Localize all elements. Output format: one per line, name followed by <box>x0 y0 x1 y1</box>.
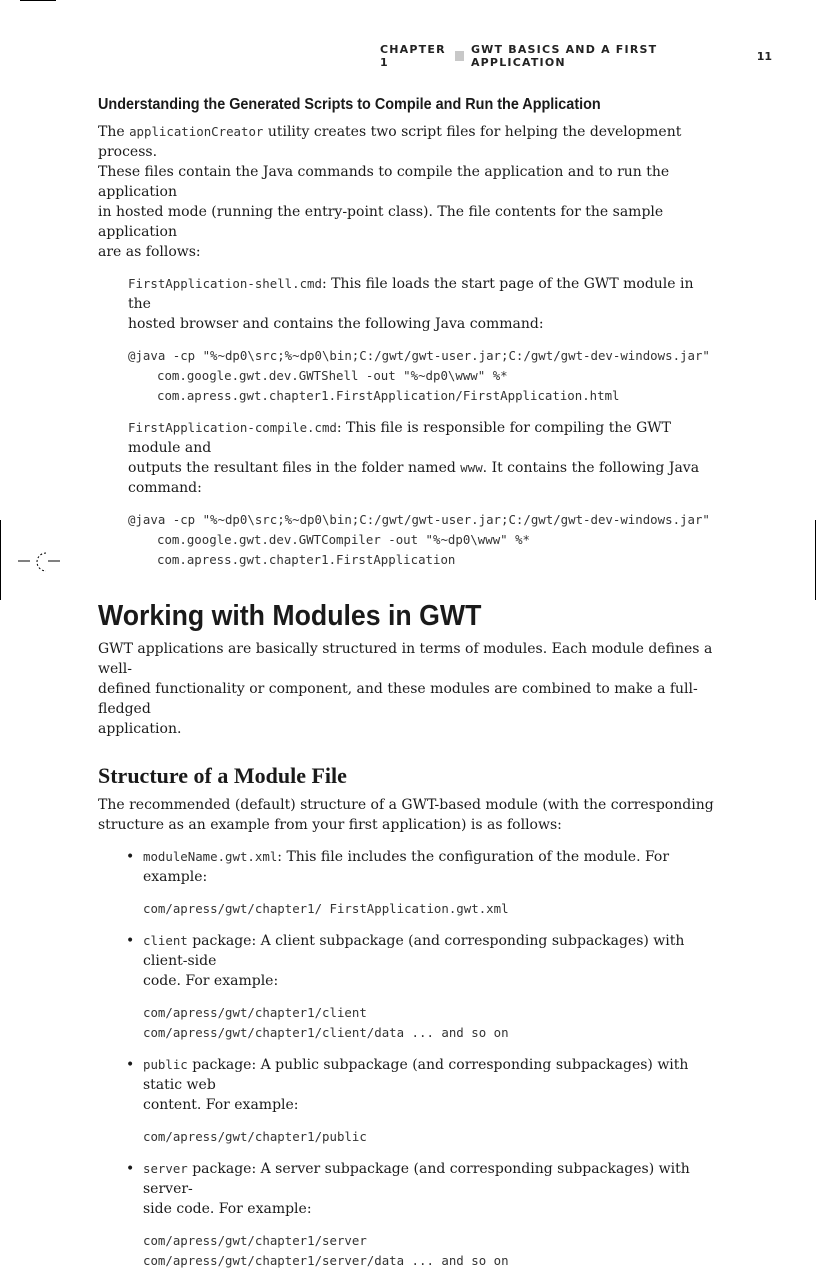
shell-code-block <box>128 346 718 406</box>
chapter-title: GWT BASICS AND A FIRST APPLICATION <box>470 43 658 69</box>
list-item: • client package: A client subpackage (and corresponding subpackages) with client-side code. For example: <box>98 931 718 991</box>
code-line: com/apress/gwt/chapter1/public <box>143 1129 367 1144</box>
inline-code: moduleName.gwt.xml <box>143 849 278 864</box>
inline-code: www <box>460 460 483 475</box>
inline-code: FirstApplication-compile.cmd <box>128 420 337 435</box>
list-item: • moduleName.gwt.xml: This file includes the configuration of the module. For example: <box>98 847 718 887</box>
code-line: com.google.gwt.dev.GWTShell -out "%~dp0\www" %* <box>157 368 508 383</box>
code-line: com/apress/gwt/chapter1/server/data ... and so on <box>143 1253 509 1268</box>
list-item: • public package: A public subpackage (and corresponding subpackages) with static web content. For example: <box>98 1055 718 1115</box>
list-item: • server package: A server subpackage (and corresponding subpackages) with server- side code. For example: <box>98 1159 718 1219</box>
square-separator-icon <box>455 51 464 61</box>
crop-mark-left <box>0 520 1 600</box>
section-heading-modules: Working with Modules in GWT <box>98 600 482 632</box>
page-body <box>98 96 718 1271</box>
code-line: com/apress/gwt/chapter1/client/data ... and so on <box>143 1025 509 1040</box>
example-code-block <box>143 1003 718 1043</box>
running-header <box>380 43 772 69</box>
code-line: com.google.gwt.dev.GWTCompiler -out "%~dp0\www" %* <box>157 532 530 547</box>
page-number: 11 <box>756 49 772 63</box>
code-line: @java -cp "%~dp0\src;%~dp0\bin;C:/gwt/gwt-user.jar;C:/gwt/gwt-dev-windows.jar" <box>128 348 710 363</box>
example-code-block <box>143 1231 718 1271</box>
inline-code: public <box>143 1057 188 1072</box>
chapter-label: CHAPTER 1 <box>380 43 446 69</box>
modules-paragraph: GWT applications are basically structured in terms of modules. Each module defines a well- defined functionality or component, and these modules are combined to make a full-fledged application. <box>98 641 713 737</box>
code-line: com.apress.gwt.chapter1.FirstApplication <box>157 552 456 567</box>
crop-mark-top <box>20 0 56 1</box>
inline-code: client <box>143 933 188 948</box>
section-heading-structure: Structure of a Module File <box>98 763 347 788</box>
compile-cmd-description: FirstApplication-compile.cmd: This file is responsible for compiling the GWT module and outputs the resultant files in the folder named www. It contains the following Java command: <box>128 420 700 496</box>
inline-code: FirstApplication-shell.cmd <box>128 276 322 291</box>
inline-code: applicationCreator <box>129 124 264 139</box>
code-line: com/apress/gwt/chapter1/ FirstApplication.gwt.xml <box>143 901 509 916</box>
example-code-block <box>143 1127 718 1147</box>
scripts-intro-paragraph: The applicationCreator utility creates two script files for helping the development process. These files contain the Java commands to compile the application and to run the application in hosted mode (running the entry-point class). The file contents for the sample application are as follows: <box>98 124 682 260</box>
code-line: com/apress/gwt/chapter1/client <box>143 1005 367 1020</box>
shell-cmd-description: FirstApplication-shell.cmd: This file loads the start page of the GWT module in the hosted browser and contains the following Java command: <box>128 276 694 332</box>
inline-code: server <box>143 1161 188 1176</box>
code-line: com.apress.gwt.chapter1.FirstApplication/FirstApplication.html <box>157 388 620 403</box>
code-line: @java -cp "%~dp0\src;%~dp0\bin;C:/gwt/gwt-user.jar;C:/gwt/gwt-dev-windows.jar" <box>128 512 710 527</box>
registration-mark-icon <box>18 548 62 578</box>
structure-paragraph: The recommended (default) structure of a GWT-based module (with the corresponding structure as an example from your first application) is as follows: <box>98 797 714 833</box>
code-line: com/apress/gwt/chapter1/server <box>143 1233 367 1248</box>
section-heading-scripts: Understanding the Generated Scripts to Compile and Run the Application <box>98 96 601 113</box>
compile-code-block <box>128 510 718 570</box>
example-code-block <box>143 899 718 919</box>
